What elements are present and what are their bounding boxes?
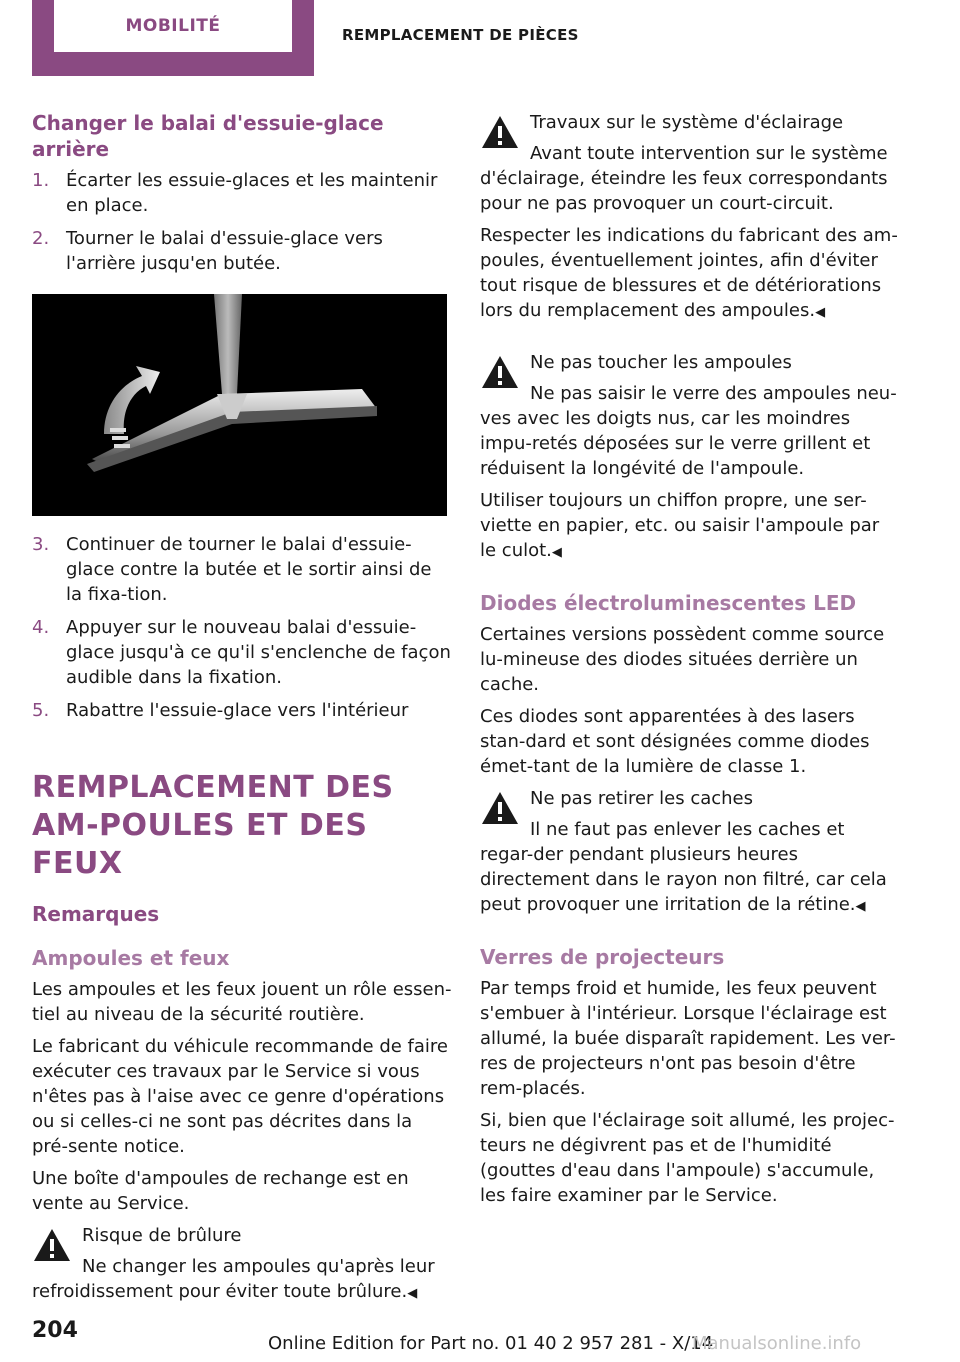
led-paragraph-1: Certaines versions possèdent comme source lu-mineuse des diodes situées derrière un cache. xyxy=(480,624,885,695)
header-section-title: REMPLACEMENT DE PIÈCES xyxy=(342,26,579,44)
led-heading: Diodes électroluminescentes LED xyxy=(480,591,857,615)
cloth-paragraph: Utiliser toujours un chiffon propre, une ser-viette en papier, etc. ou saisir l'ampoule par le culot.◀ xyxy=(480,490,880,561)
warning-no-touch xyxy=(480,350,900,481)
list-item: 2. Tourner le balai d'essuie-glace vers l'arrière jusqu'en butée. xyxy=(32,228,383,274)
warning-triangle-icon xyxy=(480,354,520,390)
list-item: 5. Rabattre l'essuie-glace vers l'intérieur xyxy=(32,700,409,721)
verres-paragraph-1: Par temps froid et humide, les feux peuvent s'embuer à l'intérieur. Lorsque l'éclairage est allumé, la buée disparaît rapidement. Les ver-res de projecteurs n'ont pas besoin d'être rem-placés. xyxy=(480,978,896,1099)
end-mark-icon: ◀ xyxy=(855,899,866,914)
steps-list-a xyxy=(32,168,452,276)
ampoules-paragraph-2: Le fabricant du véhicule recommande de faire exécuter ces travaux par le Service si vous n'êtes pas à l'aise avec ce genre d'opérations ou si celles-ci ne sont pas décrites dans la pré-sente notice. xyxy=(32,1036,448,1157)
lighting-paragraph: Respecter les indications du fabricant des am-poules, éventuellement jointes, afin d'éviter tout risque de blessures et de détériorations lors du remplacement des ampoules.◀ xyxy=(480,225,898,321)
rear-wiper-heading: Changer le balai d'essuie-glace arrière xyxy=(32,111,384,161)
footer-watermark: Manualsonline.info xyxy=(692,1333,862,1354)
wiper-blade-image xyxy=(32,294,447,516)
list-item: 4. Appuyer sur le nouveau balai d'essuie-glace jusqu'à ce qu'il s'enclenche de façon audible dans la fixation. xyxy=(32,617,451,688)
warning-title: Ne pas retirer les caches xyxy=(530,788,754,809)
wiper-illustration xyxy=(32,294,447,516)
led-paragraph-2: Ces diodes sont apparentées à des lasers stan-dard et sont désignées comme diodes émet-tant de la lumière de classe 1. xyxy=(480,706,870,777)
end-mark-icon: ◀ xyxy=(815,305,826,320)
warning-burn xyxy=(32,1223,452,1306)
list-item: 3. Continuer de tourner le balai d'essuie-glace contre la butée et le sortir ainsi de la fixa-tion. xyxy=(32,534,432,605)
header-tab-label-box xyxy=(54,0,292,52)
end-mark-icon: ◀ xyxy=(407,1286,418,1301)
warning-body: Avant toute intervention sur le système d'éclairage, éteindre les feux correspondants pour ne pas provoquer un court-circuit. xyxy=(480,143,888,214)
main-heading: REMPLACEMENT DES AM-POULES ET DES FEUX xyxy=(32,770,394,881)
footer-edition: Online Edition for Part no. 01 40 2 957 281 - X/14 xyxy=(268,1333,714,1354)
ampoules-paragraph-3: Une boîte d'ampoules de rechange est en vente au Service. xyxy=(32,1168,409,1214)
warning-body: Ne changer les ampoules qu'après leur refroidissement pour éviter toute brûlure.◀ xyxy=(32,1256,435,1302)
warning-triangle-icon xyxy=(32,1227,72,1263)
remarques-heading: Remarques xyxy=(32,902,160,926)
page-number: 204 xyxy=(32,1318,78,1343)
warning-title: Ne pas toucher les ampoules xyxy=(530,352,792,373)
list-item: 1. Écarter les essuie-glaces et les maintenir en place. xyxy=(32,170,438,216)
warning-lighting-work xyxy=(480,110,900,216)
header-tab xyxy=(32,0,314,76)
warning-title: Travaux sur le système d'éclairage xyxy=(530,112,844,133)
warning-triangle-icon xyxy=(480,790,520,826)
ampoules-paragraph-1: Les ampoules et les feux jouent un rôle essen-tiel au niveau de la sécurité routière. xyxy=(32,979,452,1025)
warning-body: Ne pas saisir le verre des ampoules neu-ves avec les doigts nus, car les moindres impu-retés déposées sur le verre grillent et réduisent la longévité de l'ampoule. xyxy=(480,383,897,479)
verres-heading: Verres de projecteurs xyxy=(480,945,725,969)
left-column xyxy=(32,110,452,1313)
steps-list-b xyxy=(32,532,452,723)
warning-triangle-icon xyxy=(480,114,520,150)
warning-caches xyxy=(480,786,900,919)
end-mark-icon: ◀ xyxy=(551,545,562,560)
header-tab-label: MOBILITÉ xyxy=(125,16,221,36)
warning-title: Risque de brûlure xyxy=(82,1225,242,1246)
right-column xyxy=(480,110,900,1215)
ampoules-heading: Ampoules et feux xyxy=(32,946,230,970)
verres-paragraph-2: Si, bien que l'éclairage soit allumé, les projec-teurs ne dégivrent pas et de l'humidité (gouttes d'eau dans l'ampoule) s'accumule, les faire examiner par le Service. xyxy=(480,1110,895,1206)
warning-body: Il ne faut pas enlever les caches et regar-der pendant plusieurs heures directement dans le rayon non filtré, car cela peut provoquer une irritation de la rétine.◀ xyxy=(480,819,887,915)
